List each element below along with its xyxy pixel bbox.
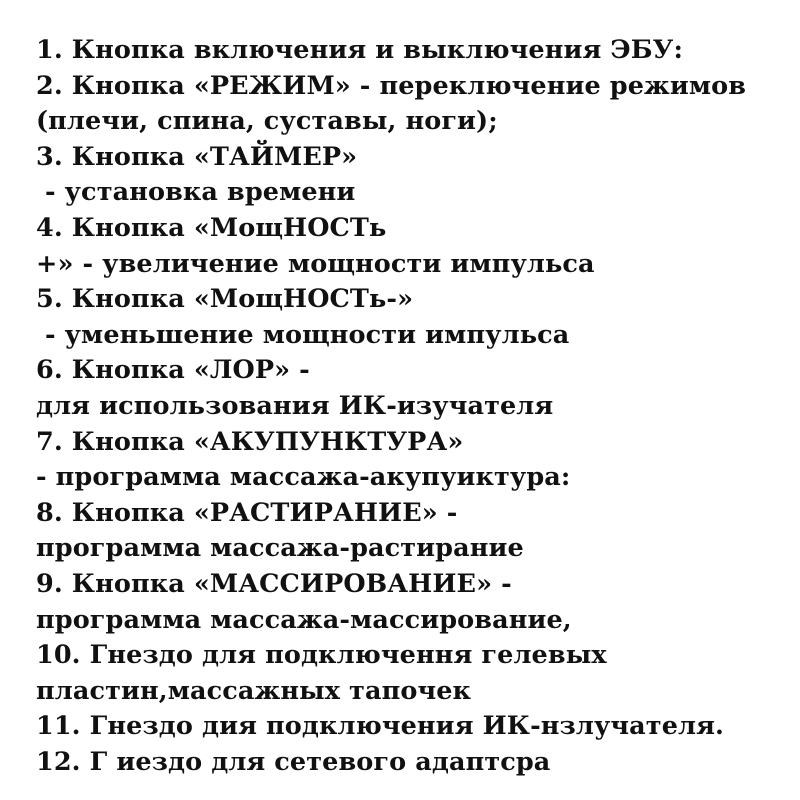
line-4: 3. Кнопка «ТАЙМЕР» bbox=[36, 141, 358, 172]
line-16: 9. Кнопка «МАССИРОВАНИЕ» - bbox=[36, 568, 512, 599]
line-21: 12. Г иездо для сетевого адаптсра bbox=[36, 746, 551, 777]
line-6: 4. Кнопка «МощНОСТь bbox=[36, 212, 387, 243]
line-18: 10. Гнездо для подключення гелевых bbox=[36, 640, 607, 671]
line-14: 8. Кнопка «РАСТИРАНИЕ» - bbox=[36, 497, 458, 528]
line-20: 11. Гнездо дия подключения ИК-нзлучателя. bbox=[36, 711, 725, 742]
line-11: для использования ИК-изучателя bbox=[36, 390, 554, 421]
line-9: - уменьшение мощности импульса bbox=[36, 319, 570, 350]
line-13: - программа массажа-акупуиктура: bbox=[36, 462, 571, 493]
line-5: - установка времени bbox=[36, 177, 356, 208]
line-12: 7. Кнопка «АКУПУНКТУРА» bbox=[36, 426, 464, 457]
line-17: программа массажа-массирование, bbox=[36, 604, 572, 635]
line-3: (плечи, спина, суставы, ноги); bbox=[36, 106, 498, 137]
instruction-list bbox=[36, 33, 786, 780]
line-19: пластин,массажных тапочек bbox=[36, 675, 472, 706]
line-7: +» - увеличение мощности импульса bbox=[36, 248, 595, 279]
line-15: программа массажа-растирание bbox=[36, 533, 524, 564]
line-10: 6. Кнопка «ЛОР» - bbox=[36, 355, 310, 386]
line-8: 5. Кнопка «МощНОСТь-» bbox=[36, 284, 414, 315]
line-2: 2. Кнопка «РЕЖИМ» - переключение режимов bbox=[36, 70, 747, 101]
line-1: 1. Кнопка включения и выключения ЭБУ: bbox=[36, 35, 683, 65]
